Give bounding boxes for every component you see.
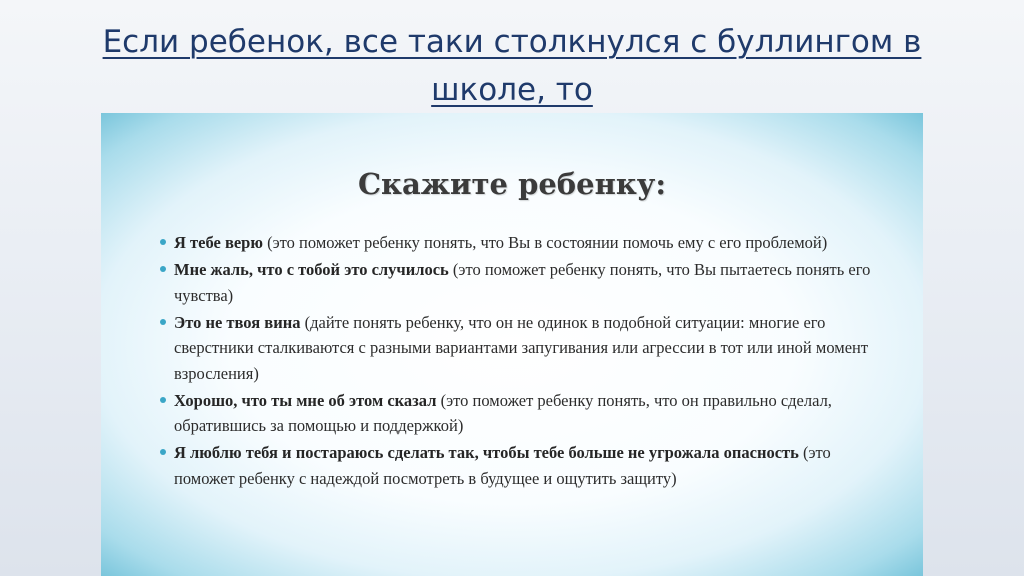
item-phrase: Хорошо, что ты мне об этом сказал <box>174 390 437 410</box>
advice-list <box>159 230 879 493</box>
item-phrase: Я тебе верю <box>174 233 263 252</box>
item-explanation: (это поможет ребенку понять, что Вы пытаетесь понять его чувства) <box>174 260 871 305</box>
list-item <box>159 310 879 387</box>
list-item <box>159 230 879 256</box>
item-phrase: Я люблю тебя и постараюсь сделать так, чтобы тебе больше не угрожала опасность <box>174 443 799 462</box>
advice-card <box>101 113 923 576</box>
item-phrase: Мне жаль, что с тобой это случилось <box>174 260 449 279</box>
slide-title: Если ребенок, все таки столкнулся с буллингом в школе, то <box>102 24 922 108</box>
card-heading: Скажите ребенку: <box>357 167 667 201</box>
item-explanation: (это поможет ребенку понять, что Вы в состоянии помочь ему с его проблемой) <box>262 233 828 252</box>
item-explanation: (это поможет ребенку с надеждой посмотреть в будущее и ощутить защиту) <box>174 443 831 488</box>
bullet-icon <box>160 266 166 272</box>
bullet-icon <box>160 239 166 245</box>
list-item <box>159 388 879 439</box>
item-explanation: (дайте понять ребенку, что он не одинок в подобной ситуации: многие его сверстники сталкиваются с разными вариантами запугивания или агрессии в тот или иной момент взросления) <box>174 312 869 383</box>
list-item <box>159 440 879 491</box>
item-phrase: Это не твоя вина <box>174 312 301 332</box>
bullet-icon <box>160 397 166 403</box>
bullet-icon <box>160 449 166 455</box>
bullet-icon <box>160 319 166 325</box>
list-item <box>159 257 879 308</box>
item-explanation: (это поможет ребенку понять, что он правильно сделал, обратившись за помощью и поддержкой) <box>174 390 832 435</box>
